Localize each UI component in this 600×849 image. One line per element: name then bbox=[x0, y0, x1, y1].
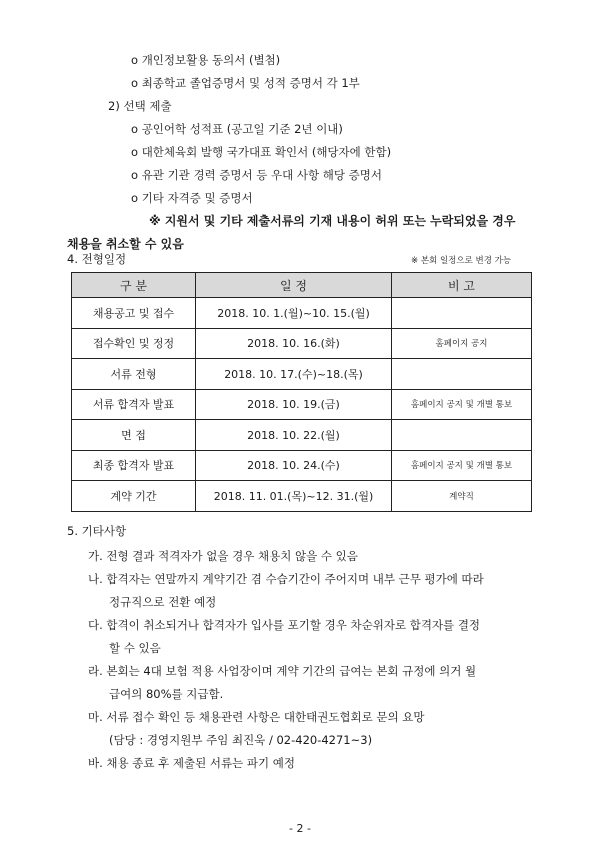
row-category: 채용공고 및 접수 bbox=[72, 298, 196, 329]
row-date: 2018. 10. 19.(금) bbox=[196, 389, 392, 420]
row-date: 2018. 10. 1.(월)~10. 15.(월) bbox=[196, 298, 392, 329]
table-row bbox=[72, 389, 532, 420]
page-number: - 2 - bbox=[289, 822, 311, 835]
col-header-schedule: 일 정 bbox=[196, 273, 392, 298]
table-row bbox=[72, 359, 532, 390]
optional-doc-license: o 기타 자격증 및 증명서 bbox=[131, 191, 253, 205]
row-remark bbox=[392, 359, 532, 390]
misc-item-ma: 마. 서류 접수 확인 등 채용관련 사항은 대한태권도협회로 문의 요망 bbox=[88, 710, 425, 724]
col-header-remarks: 비 고 bbox=[392, 273, 532, 298]
col-header-category: 구 분 bbox=[72, 273, 196, 298]
required-doc-graduation: o 최종학교 졸업증명서 및 성적 증명서 각 1부 bbox=[131, 76, 360, 90]
row-remark: 계약직 bbox=[392, 481, 532, 512]
optional-heading: 2) 선택 제출 bbox=[108, 99, 172, 113]
misc-item-na: 나. 합격자는 연말까지 계약기간 겸 수습기간이 주어지며 내부 근무 평가에 따라 bbox=[88, 572, 484, 586]
misc-item-da-cont: 할 수 있음 bbox=[109, 641, 161, 655]
required-doc-consent: o 개인정보활용 동의서 (별첨) bbox=[131, 53, 281, 67]
schedule-heading: 4. 전형일정 bbox=[67, 252, 127, 266]
table-row bbox=[72, 298, 532, 329]
misc-heading: 5. 기타사항 bbox=[67, 524, 127, 538]
table-row bbox=[72, 328, 532, 359]
row-category: 면 접 bbox=[72, 420, 196, 451]
row-category: 서류 전형 bbox=[72, 359, 196, 390]
table-row bbox=[72, 420, 532, 451]
misc-item-da: 다. 합격이 취소되거나 합격자가 입사를 포기할 경우 차순위자로 합격자를 결정 bbox=[88, 618, 481, 632]
optional-doc-career: o 유관 기관 경력 증명서 등 우대 사항 해당 증명서 bbox=[131, 168, 383, 182]
row-remark bbox=[392, 420, 532, 451]
misc-item-ra: 라. 본회는 4대 보험 적용 사업장이며 계약 기간의 급여는 본회 규정에 의거 월 bbox=[88, 664, 477, 678]
warning-line-2: 채용을 취소할 수 있음 bbox=[67, 237, 184, 251]
table-row bbox=[72, 481, 532, 512]
row-remark bbox=[392, 298, 532, 329]
misc-item-ma-contact: (담당 : 경영지원부 주임 최진욱 / 02-420-4271~3) bbox=[109, 733, 373, 747]
misc-item-na-cont: 정규직으로 전환 예정 bbox=[109, 595, 217, 609]
row-remark: 홈페이지 공지 및 개별 통보 bbox=[392, 389, 532, 420]
misc-item-ra-cont: 급여의 80%를 지급함. bbox=[109, 687, 224, 701]
row-date: 2018. 10. 22.(월) bbox=[196, 420, 392, 451]
optional-doc-national-team: o 대한체육회 발행 국가대표 확인서 (해당자에 한함) bbox=[131, 145, 392, 159]
row-date: 2018. 10. 16.(화) bbox=[196, 328, 392, 359]
row-category: 서류 합격자 발표 bbox=[72, 389, 196, 420]
optional-doc-language: o 공인어학 성적표 (공고일 기준 2년 이내) bbox=[131, 122, 343, 136]
schedule-note: ※ 본회 일정으로 변경 가능 bbox=[411, 256, 512, 266]
row-remark: 홈페이지 공지 및 개별 통보 bbox=[392, 450, 532, 481]
schedule-table bbox=[71, 272, 532, 512]
misc-item-ba: 바. 채용 종료 후 제출된 서류는 파기 예정 bbox=[88, 756, 295, 770]
warning-line-1: ※ 지원서 및 기타 제출서류의 기재 내용이 허위 또는 누락되었을 경우 bbox=[149, 214, 516, 228]
row-category: 계약 기간 bbox=[72, 481, 196, 512]
misc-item-ga: 가. 전형 결과 적격자가 없을 경우 채용치 않을 수 있음 bbox=[88, 549, 358, 563]
row-date: 2018. 10. 24.(수) bbox=[196, 450, 392, 481]
table-row bbox=[72, 450, 532, 481]
row-category: 최종 합격자 발표 bbox=[72, 450, 196, 481]
schedule-header-row bbox=[72, 273, 532, 298]
row-category: 접수확인 및 정정 bbox=[72, 328, 196, 359]
row-date: 2018. 11. 01.(목)~12. 31.(월) bbox=[196, 481, 392, 512]
row-remark: 홈페이지 공지 bbox=[392, 328, 532, 359]
row-date: 2018. 10. 17.(수)~18.(목) bbox=[196, 359, 392, 390]
